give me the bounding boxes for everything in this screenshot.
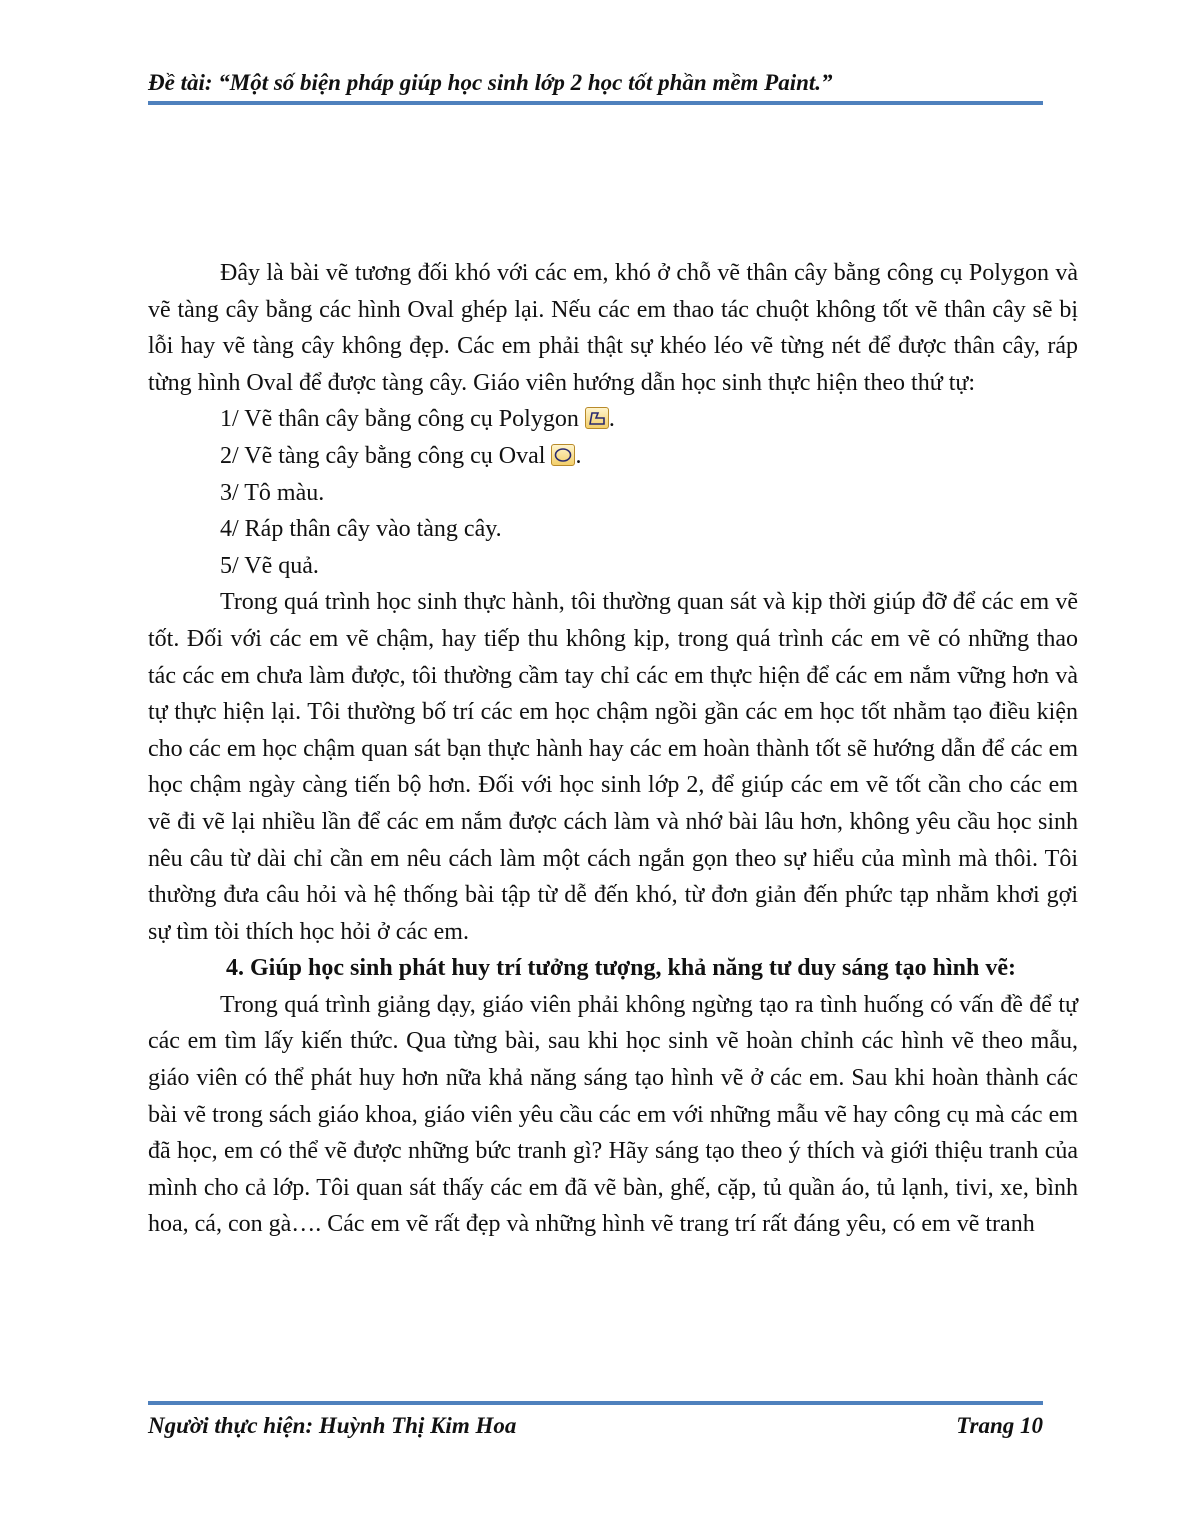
header-prefix: Đề tài: <box>148 70 219 95</box>
step-item <box>148 401 1078 438</box>
step-item <box>148 438 1078 475</box>
step-text: 1/ Vẽ thân cây bằng công cụ Polygon <box>220 406 579 433</box>
step-item: 3/ Tô màu. <box>220 479 325 506</box>
step-suffix: . <box>575 442 582 469</box>
step-suffix: . <box>608 406 615 433</box>
page-header <box>148 70 1044 96</box>
footer-author: Người thực hiện: Huỳnh Thị Kim Hoa <box>148 1413 517 1438</box>
section-heading: 4. Giúp học sinh phát huy trí tưởng tượng, khả năng tư duy sáng tạo hình vẽ: <box>226 955 1017 982</box>
header-divider <box>148 101 1043 105</box>
document-body <box>148 255 1078 1243</box>
paragraph-creativity: Trong quá trình giảng dạy, giáo viên phải không ngừng tạo ra tình huống có vấn đề để tự các em tìm lấy kiến thức. Qua từng bài, sau khi học sinh vẽ hoàn chỉnh các hình vẽ theo mẫu, giáo viên có thể phát huy hơn nữa khả năng sáng tạo hình vẽ ở các em. Sau khi hoàn thành các bài vẽ trong sách giáo khoa, giáo viên yêu cầu các em với những mẫu vẽ hay công cụ mà các em đã học, em có thể vẽ được những bức tranh gì? Hãy sáng tạo theo ý thích và giới thiệu tranh của mình cho cả lớp. Tôi quan sát thấy các em đã vẽ bàn, ghế, cặp, tủ quần áo, tủ lạnh, tivi, xe, bình hoa, cá, con gà…. Các em vẽ rất đẹp và những hình vẽ trang trí rất đáng yêu, có em vẽ tranh <box>148 991 1078 1238</box>
polygon-tool-icon <box>585 407 609 429</box>
document-title: “Một số biện pháp giúp học sinh lớp 2 học tốt phần mềm Paint.” <box>218 70 833 95</box>
footer-divider <box>148 1401 1043 1405</box>
page-number: Trang 10 <box>956 1413 1043 1438</box>
step-item: 5/ Vẽ quả. <box>220 552 319 579</box>
step-item: 4/ Ráp thân cây vào tàng cây. <box>220 516 502 543</box>
oval-tool-icon <box>551 444 575 466</box>
step-text: 2/ Vẽ tàng cây bằng công cụ Oval <box>220 442 546 469</box>
paragraph-practice: Trong quá trình học sinh thực hành, tôi thường quan sát và kịp thời giúp đỡ để các em vẽ tốt. Đối với các em vẽ chậm, hay tiếp thu không kịp, trong quá trình các em vẽ có những thao tác các em chưa làm được, tôi thường cầm tay chỉ các em thực hiện để các em nắm vững hơn và tự thực hiện lại. Tôi thường bố trí các em học chậm ngồi gần các em học tốt nhằm tạo điều kiện cho các em học chậm quan sát bạn thực hành hay các em hoàn thành tốt sẽ hướng dẫn để các em học chậm ngày càng tiến bộ hơn. Đối với học sinh lớp 2, để giúp các em vẽ tốt cần cho các em vẽ đi vẽ lại nhiều lần để các em nắm được cách làm và nhớ bài lâu hơn, không yêu cầu học sinh nêu câu từ dài chỉ cần em nêu cách làm một cách ngắn gọn theo sự hiểu của mình mà thôi. Tôi thường đưa câu hỏi và hệ thống bài tập từ dễ đến khó, từ đơn giản đến phức tạp nhằm khơi gợi sự tìm tòi thích học hỏi ở các em. <box>148 589 1078 945</box>
paragraph-intro: Đây là bài vẽ tương đối khó với các em, khó ở chỗ vẽ thân cây bằng công cụ Polygon và vẽ tàng cây bằng các hình Oval ghép lại. Nếu các em thao tác chuột không tốt vẽ thân cây sẽ bị lỗi hay vẽ tàng cây không đẹp. Các em phải thật sự khéo léo vẽ từng nét để được thân cây, ráp từng hình Oval để được tàng cây. Giáo viên hướng dẫn học sinh thực hiện theo thứ tự: <box>148 260 1078 396</box>
